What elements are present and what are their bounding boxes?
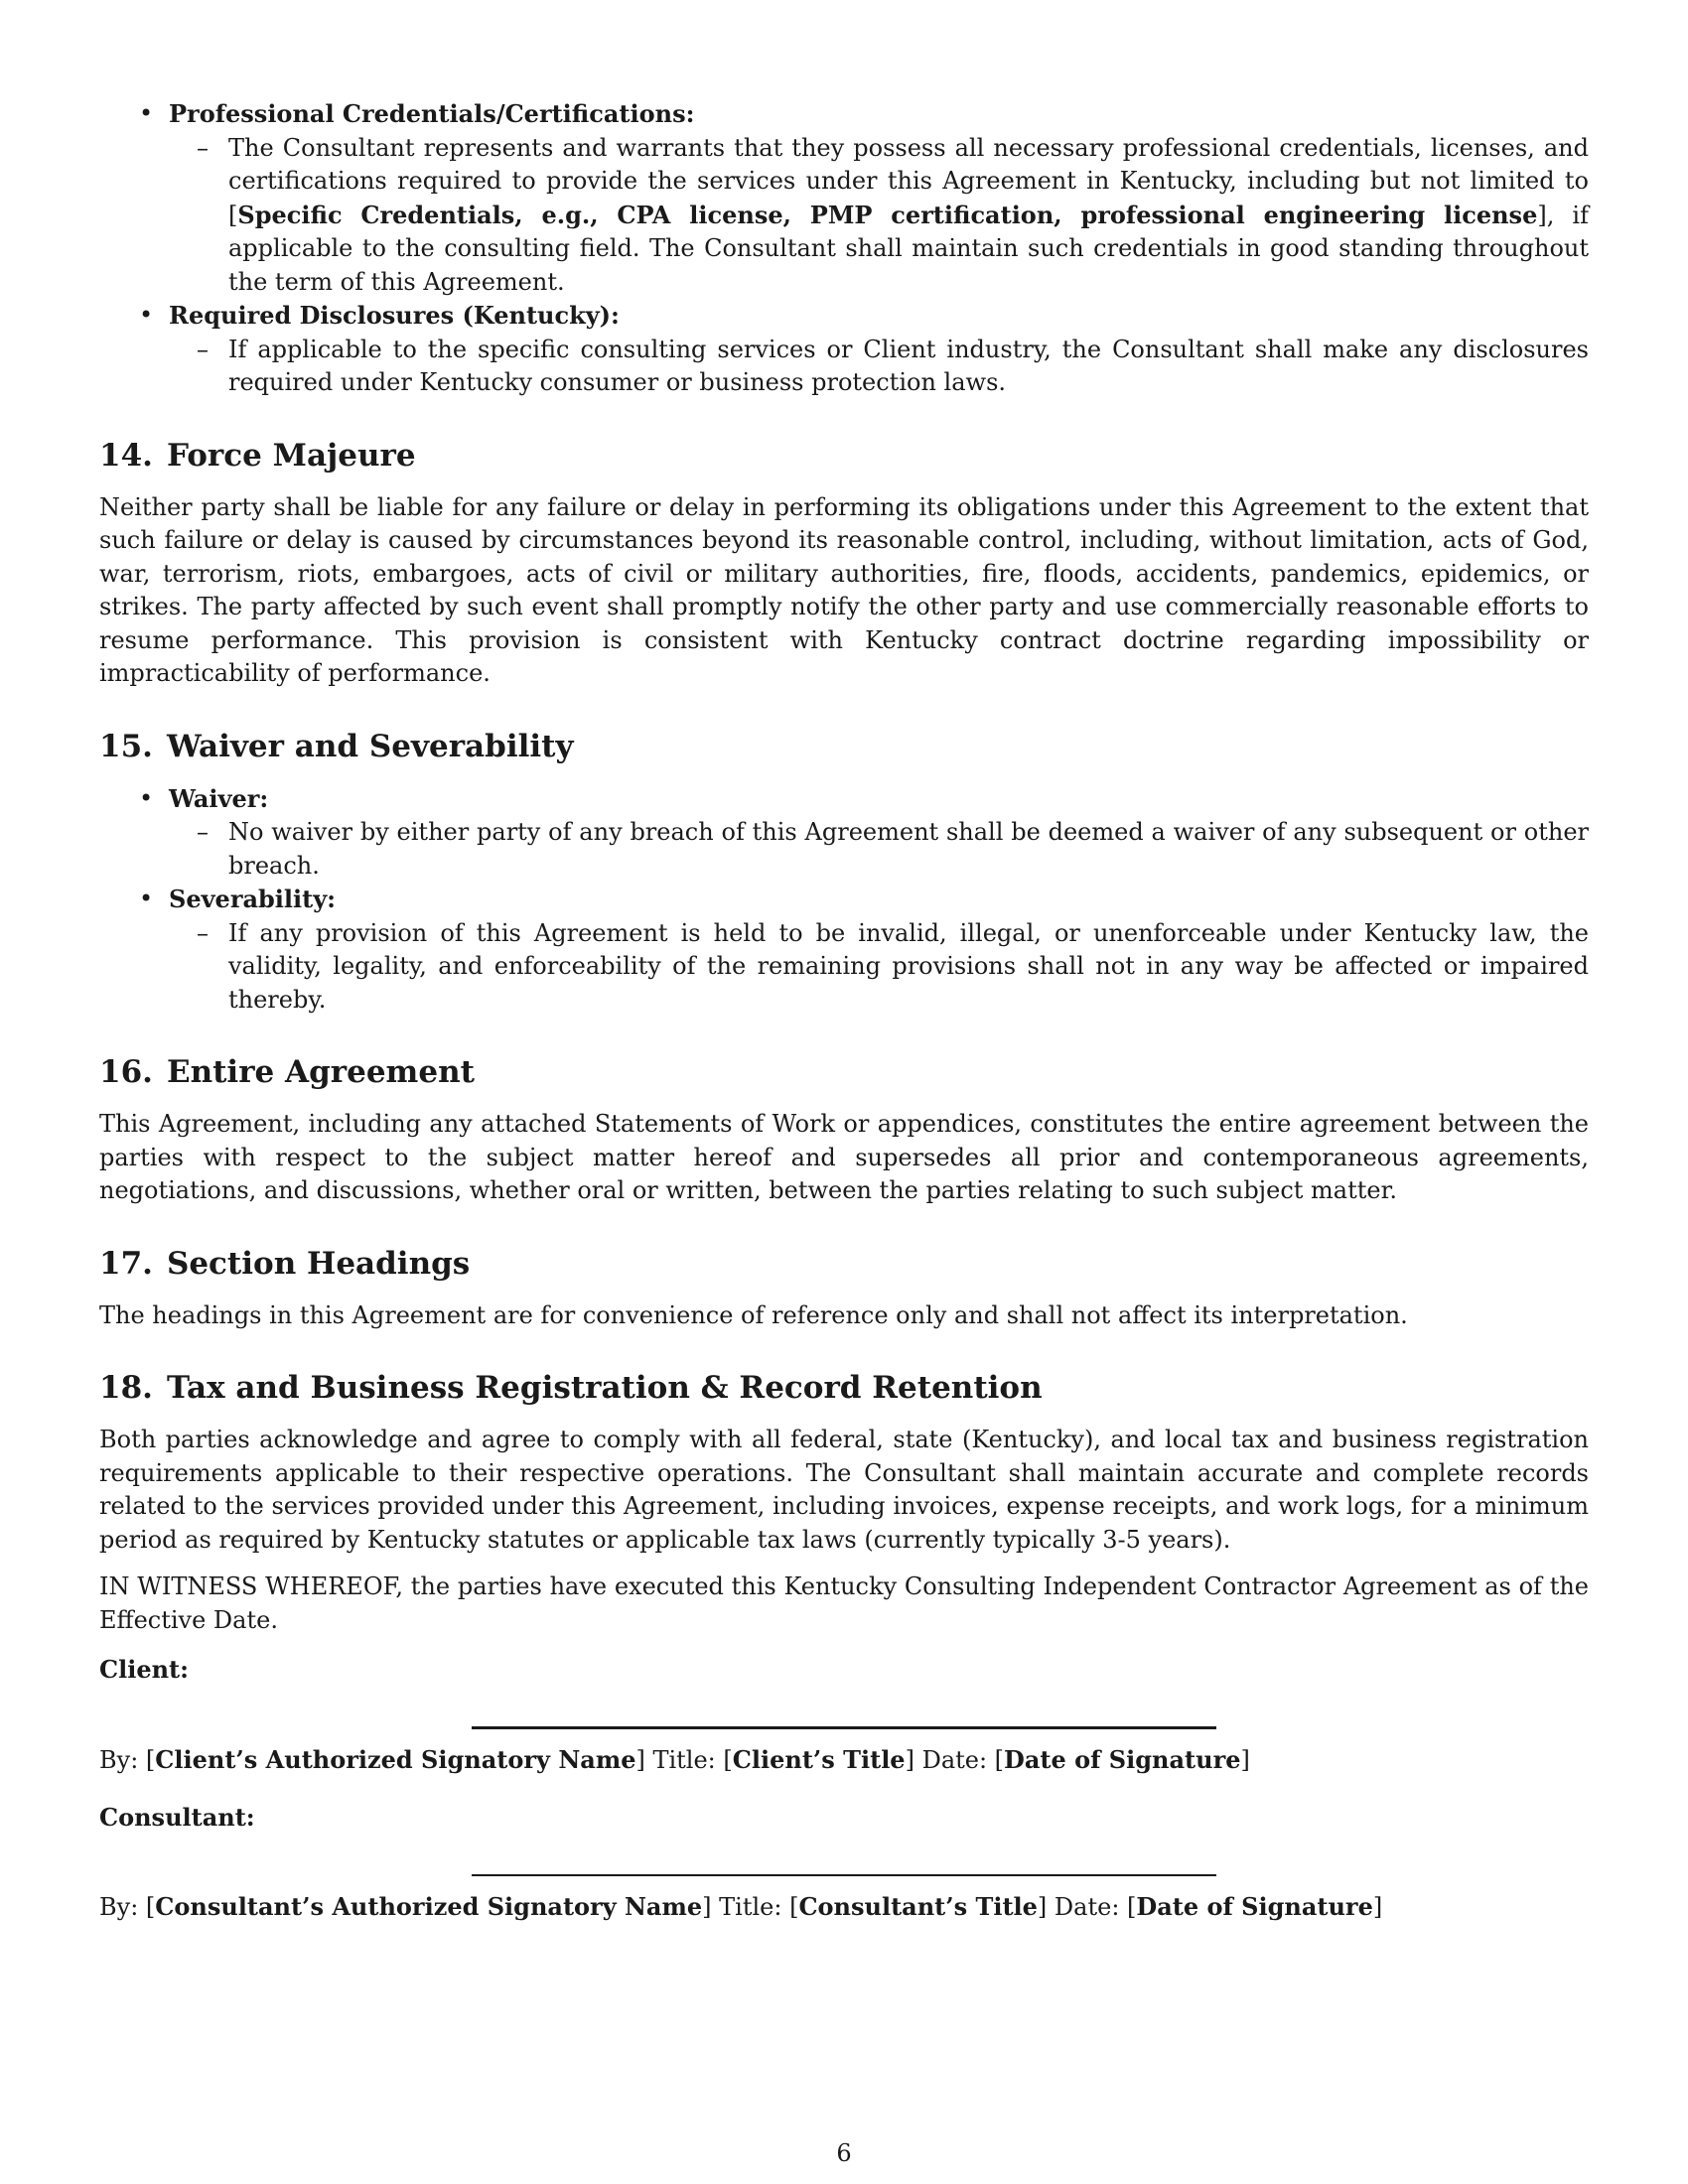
section-17-heading: 17. Section Headings [99, 1245, 471, 1282]
section-15 [99, 727, 1589, 1018]
severability-item [139, 883, 1589, 1017]
credentials-text: – The Consultant represents and warrants that they possess all necessary professional credentials, licenses, and certifications required to provide the services under this Agreement in Kentucky, including but not limited to [Specific Credentials, e.g., CPA license, PMP certification, professional engineering license], if applicable to the consulting field. The Consultant shall maintain such credentials in good standing throughout the term of this Agreement. [197, 133, 1589, 296]
section-16 [99, 1052, 1589, 1208]
section-18-heading: 18. Tax and Business Registration & Record Retention [99, 1370, 1043, 1406]
client-signature-line[interactable] [472, 1726, 1216, 1729]
disclosures-title: Required Disclosures (Kentucky): [169, 301, 620, 330]
signature-block [99, 1653, 1589, 1924]
document-page [99, 97, 1589, 1948]
section-14-body: Neither party shall be liable for any failure or delay in performing its obligations under this Agreement to the extent that such failure or delay is caused by circumstances beyond its reasonable control, including, without limitation, acts of God, war, terrorism, riots, embargoes, acts of civil or military authorities, fire, floods, accidents, pandemics, epidemics, or strikes. The party affected by such event shall promptly notify the other party and use commercially reasonable efforts to resume performance. This provision is consistent with Kentucky contract doctrine regarding impossibility or impracticability of performance. [99, 492, 1589, 687]
severability-text: – If any provision of this Agreement is held to be invalid, illegal, or unenforceable under Kentucky law, the validity, legality, and enforceability of the remaining provisions shall not in any way be affected or impaired thereby. [197, 918, 1589, 1014]
consultant-signature-row: By: [Consultant’s Authorized Signatory Name] Title: [Consultant’s Title] Date: [Date of Signature] [99, 1891, 1383, 1921]
bullet-icon: • [139, 885, 154, 912]
client-date-placeholder: Date of Signature [1004, 1744, 1241, 1774]
client-label: Client: [99, 1655, 189, 1684]
consultant-date-placeholder: Date of Signature [1136, 1891, 1373, 1921]
waiver-item [139, 782, 1589, 884]
disclosures-text: – If applicable to the specific consulting services or Client industry, the Consultant shall make any disclosures required under Kentucky consumer or business protection laws. [197, 335, 1589, 396]
section-18-body: Both parties acknowledge and agree to comply with all federal, state (Kentucky), and local tax and business registration requirements applicable to their respective operations. The Consultant shall maintain accurate and complete records related to the services provided under this Agreement, including invoices, expense receipts, and work logs, for a minimum period as required by Kentucky statutes or applicable tax laws (currently typically 3-5 years). [99, 1426, 1589, 1554]
severability-title: Severability: [169, 885, 337, 913]
dash-icon: – [197, 918, 209, 947]
waiver-title: Waiver: [169, 783, 269, 813]
page-number: 6 [836, 2139, 852, 2167]
dash-icon: – [197, 133, 209, 162]
credentials-placeholder: Specific Credentials, e.g., CPA license, PMP certification, professional engineering license [237, 200, 1538, 229]
witness-clause: IN WITNESS WHEREOF, the parties have executed this Kentucky Consulting Independent Contractor Agreement as of the Effective Date. [99, 1572, 1589, 1634]
client-signature-row: By: [Client’s Authorized Signatory Name] Title: [Client’s Title] Date: [Date of Signature] [99, 1744, 1250, 1774]
waiver-text: – No waiver by either party of any breach of this Agreement shall be deemed a waiver of any subsequent or other breach. [197, 818, 1589, 880]
consultant-signature-line[interactable] [472, 1874, 1216, 1876]
dash-icon: – [197, 818, 209, 846]
consultant-name-placeholder: Consultant’s Authorized Signatory Name [155, 1891, 703, 1921]
consultant-label: Consultant: [99, 1803, 255, 1832]
section-16-body: This Agreement, including any attached Statements of Work or appendices, constitutes the entire agreement between the parties with respect to the subject matter hereof and supersedes all prior and contemporaneous agreements, negotiations, and discussions, whether oral or written, between the parties relating to such subject matter. [99, 1110, 1589, 1204]
section-15-heading: 15. Waiver and Severability [99, 728, 574, 764]
section-17-body: The headings in this Agreement are for convenience of reference only and shall not affect its interpretation. [99, 1300, 1408, 1329]
section-17 [99, 1244, 1589, 1333]
bullet-icon: • [139, 99, 154, 127]
dash-icon: – [197, 335, 209, 363]
client-title-placeholder: Client’s Title [732, 1744, 906, 1774]
section-18 [99, 1368, 1589, 1637]
credentials-item [139, 97, 1589, 299]
bullet-icon: • [139, 301, 154, 329]
section-16-heading: 16. Entire Agreement [99, 1054, 475, 1090]
credentials-list [99, 97, 1589, 400]
consultant-title-placeholder: Consultant’s Title [798, 1891, 1038, 1921]
section-14-heading: 14. Force Majeure [99, 437, 416, 474]
credentials-title: Professional Credentials/Certifications: [169, 99, 695, 128]
client-name-placeholder: Client’s Authorized Signatory Name [155, 1744, 636, 1774]
section-14 [99, 436, 1589, 691]
bullet-icon: • [139, 783, 154, 812]
disclosures-item [139, 299, 1589, 400]
